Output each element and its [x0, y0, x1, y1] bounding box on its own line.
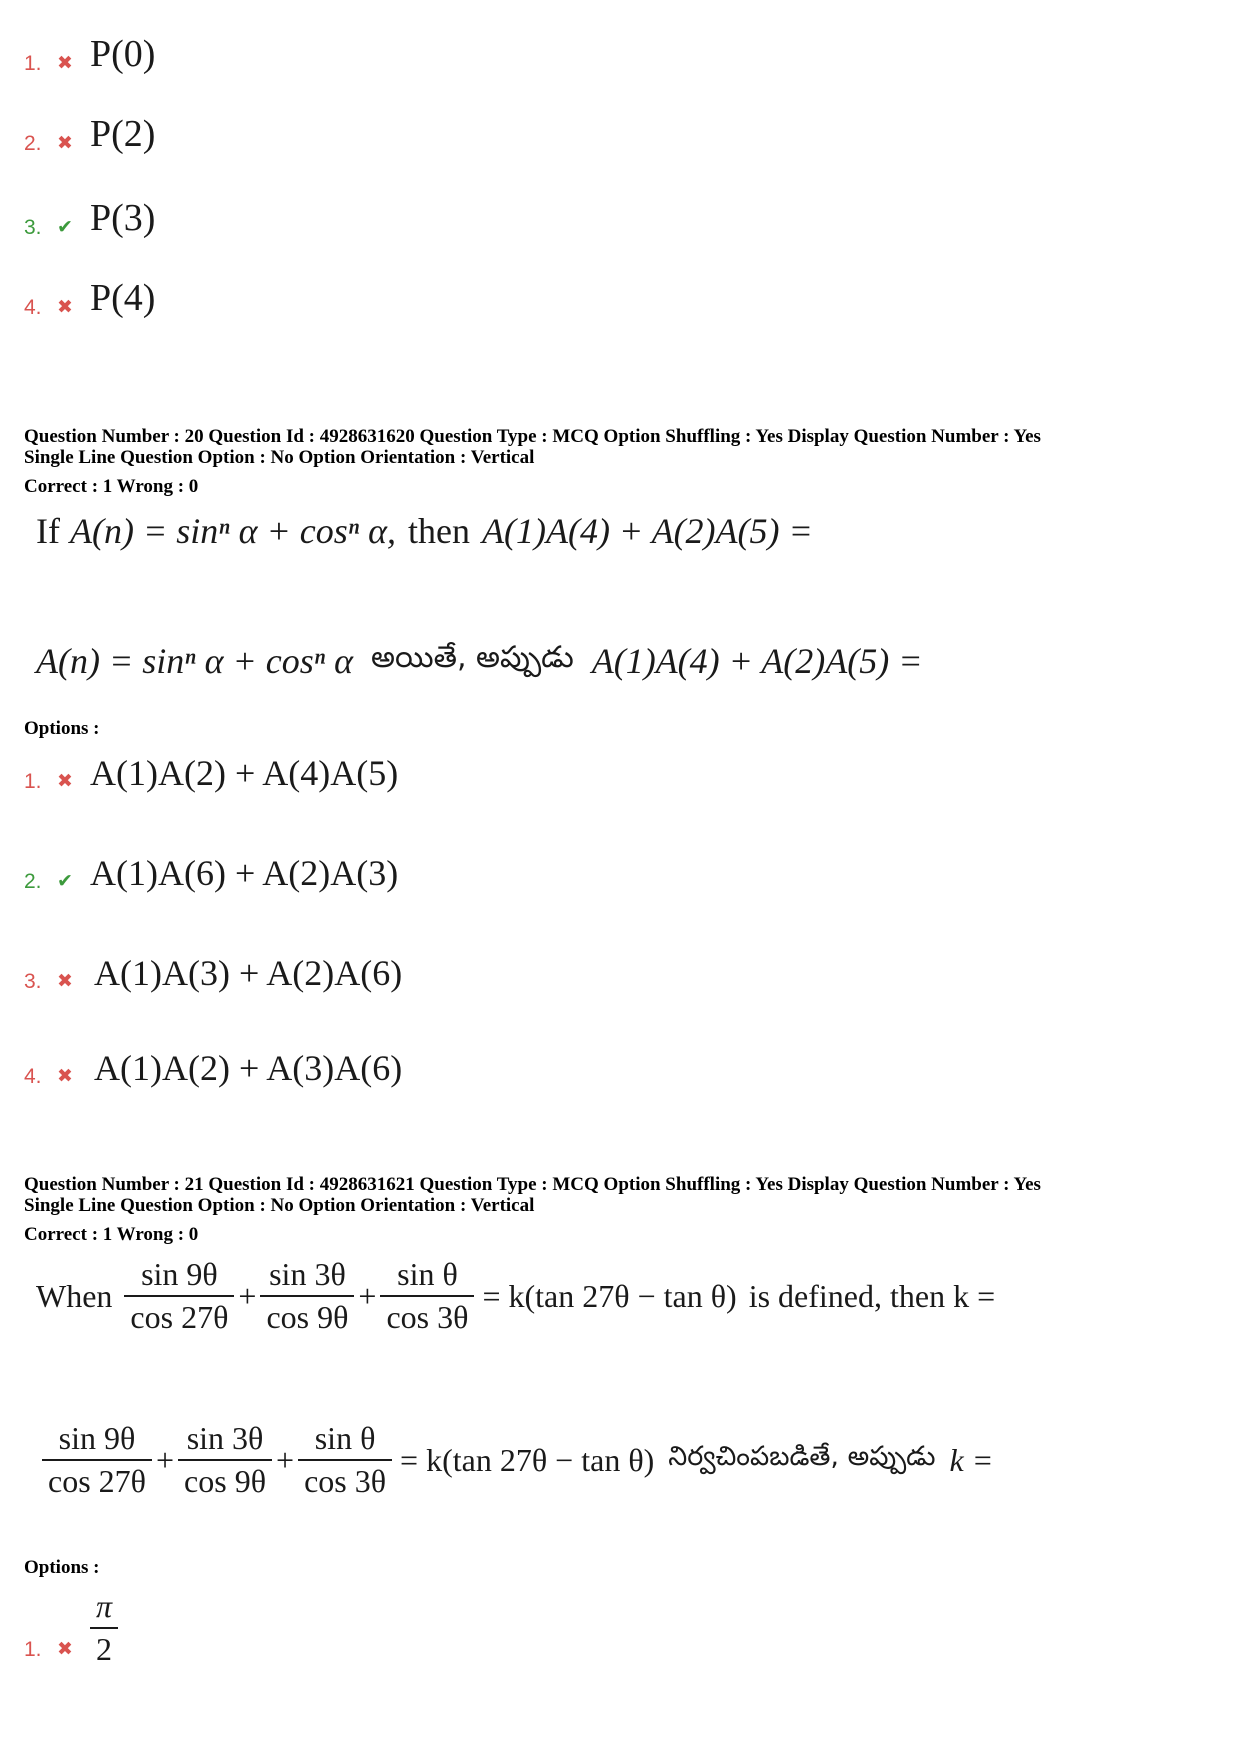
- option-number: 4.: [24, 296, 42, 319]
- plus-sign: +: [238, 1277, 257, 1314]
- numerator: sin 3θ: [269, 1256, 346, 1292]
- option-text: P(0): [90, 33, 156, 75]
- wrong-mark-icon: ✖: [57, 770, 73, 792]
- fraction-2: [178, 1420, 272, 1500]
- denominator: cos 27θ: [48, 1463, 146, 1499]
- k-equals: k =: [949, 1441, 994, 1478]
- denominator: cos 3θ: [386, 1299, 469, 1335]
- q21-options-label: Options :: [24, 1557, 100, 1578]
- plus-sign: +: [358, 1277, 377, 1314]
- denominator: 2: [96, 1631, 113, 1667]
- definition: A(n) = sinⁿ α + cosⁿ α: [36, 641, 354, 681]
- q20-option-2: [24, 852, 398, 894]
- fraction-1: [124, 1256, 234, 1336]
- option-number: 2.: [24, 132, 42, 155]
- correct-check-icon: ✔: [57, 870, 73, 892]
- numerator: sin 9θ: [58, 1420, 136, 1456]
- when-word: When: [36, 1277, 113, 1314]
- wrong-mark-icon: ✖: [57, 52, 73, 74]
- prev-option-4: [24, 276, 155, 320]
- fraction-1: [42, 1420, 152, 1500]
- q20-score: Correct : 1 Wrong : 0: [24, 476, 199, 497]
- numerator: sin θ: [314, 1420, 376, 1456]
- option-number: 2.: [24, 870, 42, 893]
- option-number: 4.: [24, 1065, 42, 1088]
- wrong-mark-icon: ✖: [57, 1065, 73, 1087]
- expression: A(1)A(4) + A(2)A(5) =: [482, 511, 813, 551]
- q21-question-english: [36, 1256, 995, 1336]
- q20-meta-line2: Single Line Question Option : No Option Orientation : Vertical: [24, 447, 535, 468]
- q21-option-1: [24, 1588, 122, 1668]
- option-number: 1.: [24, 52, 42, 75]
- if-word: If: [36, 511, 60, 551]
- expression: A(1)A(4) + A(2)A(5) =: [591, 641, 923, 681]
- option-text: A(1)A(3) + A(2)A(6): [94, 953, 403, 993]
- correct-check-icon: ✔: [57, 216, 73, 238]
- q21-meta-line2: Single Line Question Option : No Option Orientation : Vertical: [24, 1195, 535, 1216]
- q21-meta-line1: Question Number : 21 Question Id : 4928631621 Question Type : MCQ Option Shuffling : Yes Display Question Number : Yes: [24, 1174, 1041, 1195]
- fraction-3: [380, 1256, 474, 1336]
- q20-options-label: Options :: [24, 718, 100, 739]
- option-number: 1.: [24, 770, 42, 793]
- option-text: P(2): [90, 113, 156, 155]
- q20-option-3: [24, 952, 402, 994]
- numerator: sin 9θ: [141, 1256, 218, 1292]
- fraction-2: [260, 1256, 354, 1336]
- option-number: 1.: [24, 1638, 42, 1661]
- option-fraction: [90, 1588, 118, 1668]
- option-number: 3.: [24, 216, 42, 239]
- telugu-text: నిర్వచింపబడితే, అప్పుడు: [668, 1441, 936, 1472]
- wrong-mark-icon: ✖: [57, 970, 73, 992]
- q21-score: Correct : 1 Wrong : 0: [24, 1224, 199, 1245]
- plus-sign: +: [155, 1441, 175, 1478]
- rhs: = k(tan 27θ − tan θ): [400, 1441, 655, 1478]
- option-text: A(1)A(6) + A(2)A(3): [90, 853, 399, 893]
- plus-sign: +: [276, 1441, 295, 1478]
- q20-meta-line1: Question Number : 20 Question Id : 4928631620 Question Type : MCQ Option Shuffling : Yes Display Question Number : Yes: [24, 426, 1041, 447]
- q21-question-telugu: [38, 1420, 993, 1500]
- numerator: sin 3θ: [186, 1420, 264, 1456]
- english-tail: is defined, then k =: [748, 1277, 996, 1314]
- q20-option-1: [24, 752, 398, 794]
- option-text: A(1)A(2) + A(4)A(5): [90, 753, 399, 793]
- option-text: P(4): [90, 277, 156, 319]
- definition: A(n) = sinⁿ α + cosⁿ α,: [69, 511, 397, 551]
- denominator: cos 9θ: [184, 1463, 267, 1499]
- prev-option-1: [24, 32, 155, 76]
- option-number: 3.: [24, 970, 42, 993]
- rhs: = k(tan 27θ − tan θ): [482, 1277, 737, 1314]
- q20-option-4: [24, 1047, 402, 1089]
- prev-option-2: [24, 112, 155, 156]
- numerator: π: [96, 1588, 113, 1624]
- denominator: cos 3θ: [304, 1463, 387, 1499]
- telugu-text: అయితే, అప్పుడు: [371, 640, 574, 675]
- q20-question-english: [36, 510, 813, 552]
- numerator: sin θ: [397, 1256, 458, 1292]
- fraction-3: [298, 1420, 392, 1500]
- q20-question-telugu: [36, 640, 923, 682]
- wrong-mark-icon: ✖: [57, 132, 73, 154]
- option-text: P(3): [90, 197, 156, 239]
- then-word: then: [408, 511, 470, 551]
- denominator: cos 9θ: [266, 1299, 349, 1335]
- wrong-mark-icon: ✖: [57, 296, 73, 318]
- denominator: cos 27θ: [130, 1299, 229, 1335]
- option-text: A(1)A(2) + A(3)A(6): [94, 1048, 403, 1088]
- prev-option-3: [24, 196, 155, 240]
- wrong-mark-icon: ✖: [57, 1638, 73, 1660]
